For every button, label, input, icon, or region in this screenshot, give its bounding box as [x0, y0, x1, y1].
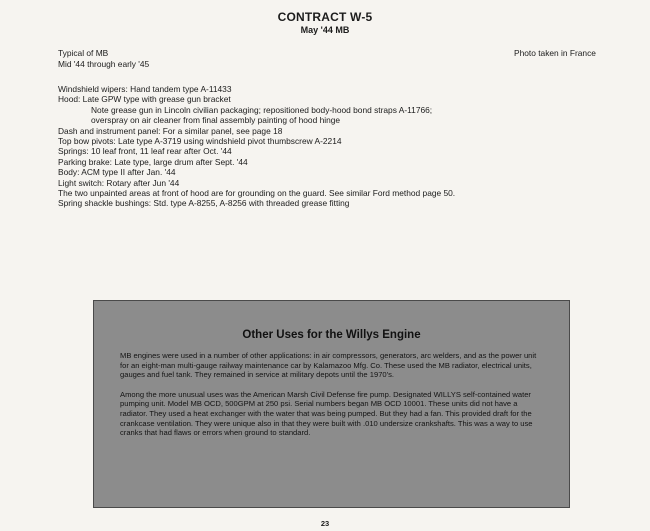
- spec-line: Parking brake: Late type, large drum after Sept. '44: [58, 156, 248, 167]
- photo-caption: Photo taken in France: [514, 48, 596, 58]
- spec-line: Spring shackle bushings: Std. type A-8255, A-8256 with threaded grease fitting: [58, 198, 350, 209]
- sidebar-box: [93, 300, 570, 508]
- spec-line: Windshield wipers: Hand tandem type A-11433: [58, 84, 232, 94]
- spec-line: The two unpainted areas at front of hood are for grounding on the guard. See similar Ford method page 50.: [58, 188, 456, 199]
- spec-line: Springs: 10 leaf front, 11 leaf rear after Oct. '44: [58, 146, 232, 157]
- page-number: 23: [320, 519, 330, 528]
- intro-line: Typical of MB: [58, 48, 109, 58]
- intro-line: Mid '44 through early '45: [58, 58, 150, 69]
- spec-line: Note grease gun in Lincoln civilian packaging; repositioned body-hood bond straps A-11766;: [91, 104, 433, 115]
- spec-line: overspray on air cleaner from final assembly painting of hood hinge: [91, 115, 341, 126]
- spec-list: [58, 84, 618, 209]
- intro-block: [58, 48, 149, 69]
- spec-line: Hood: Late GPW type with grease gun bracket: [58, 94, 231, 105]
- sidebar-box-paragraph: MB engines were used in a number of other applications: in air compressors, generators, arc welders, and as the power unit for an eight-man multi-gauge railway maintenance car by Kalamazoo Mfg. Co. These used the MB radiator, electrical units, gauges and fuel tank. They remained in service at military depots until the 1970's.: [120, 351, 537, 380]
- sidebar-box-title: Other Uses for the Willys Engine: [242, 329, 421, 341]
- spec-line: Top bow pivots: Late type A-3719 using windshield pivot thumbscrew A-2214: [58, 136, 342, 147]
- page-title: CONTRACT W-5: [277, 10, 373, 24]
- spec-line: Body: ACM type II after Jan. '44: [58, 167, 176, 178]
- spec-line: Dash and instrument panel: For a similar panel, see page 18: [58, 125, 283, 136]
- page-header: [0, 10, 650, 35]
- sidebar-box-paragraph: Among the more unusual uses was the American Marsh Civil Defense fire pump. Designated WILLYS self-contained water pumping unit. Model MB OCD, 500GPM at 250 psi. Serial numbers began MB OCD 10001. These units did not have a radiator. They used a heat exchanger with the water that was being pumped. But they had a fan. This provided draft for the crankcase ventilation. They were unique also in that they were built with .010 undersize crankshafts. This was a way to use cranks that had flaws or errors when ground to standard.: [120, 389, 533, 438]
- page-subtitle: May '44 MB: [300, 25, 350, 35]
- spec-line: Light switch: Rotary after Jun '44: [58, 177, 180, 188]
